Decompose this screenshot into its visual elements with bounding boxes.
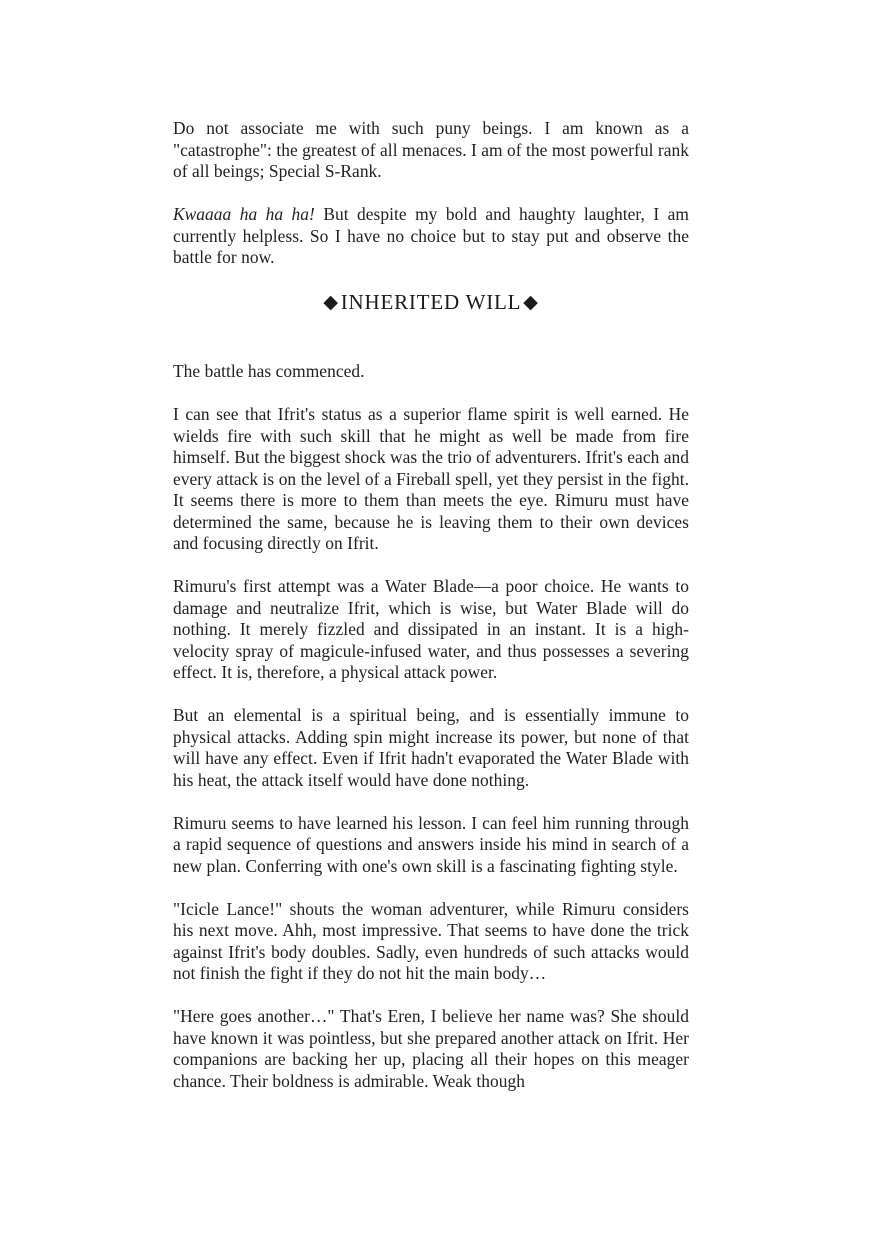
laughter-italic-lead: Kwaaaa ha ha ha! <box>173 204 315 224</box>
chapter-title: INHERITED WILL <box>340 290 522 314</box>
diamond-left-icon: ◆ <box>323 292 339 313</box>
laughter-rest: But despite my bold and haughty laughter, I am currently helpless. So I have no choice but to stay put and observe the battle for now. <box>173 204 689 267</box>
paragraph-battle-commenced: The battle has commenced. <box>173 361 365 381</box>
paragraph-water-blade: Rimuru's first attempt was a Water Blade—a poor choice. He wants to damage and neutralize Ifrit, which is wise, but Water Blade will do nothing. It merely fizzled and dissipated in an instant. It is a high-velocity spray of magicule-infused water, and thus possesses a severing effect. It is, therefore, a physical attack power. <box>173 576 689 682</box>
paragraph-ifrit-assessment: I can see that Ifrit's status as a superior flame spirit is well earned. He wields fire with such skill that he might as well be made from fire himself. But the biggest shock was the trio of adventurers. Ifrit's each and every attack is on the level of a Fireball spell, yet they persist in the fight. It seems there is more to them than meets the eye. Rimuru must have determined the same, because he is leaving them to their own devices and focusing directly on Ifrit. <box>173 404 689 553</box>
page-text-column <box>173 118 689 1114</box>
diamond-right-icon: ◆ <box>523 292 539 313</box>
paragraph-lesson-learned: Rimuru seems to have learned his lesson. I can feel him running through a rapid sequence of questions and answers inside his mind in search of a new plan. Conferring with one's own skill is a fascinating fighting style. <box>173 812 689 876</box>
chapter-heading <box>173 290 689 316</box>
paragraph-eren-attack: "Here goes another…" That's Eren, I believe her name was? She should have known it was pointless, but she prepared another attack on Ifrit. Her companions are backing her up, placing all their hopes on this meager chance. Their boldness is admirable. Weak though <box>173 1006 689 1091</box>
paragraph-elemental-immunity: But an elemental is a spiritual being, and is essentially immune to physical attacks. Adding spin might increase its power, but none of that will have any effect. Even if Ifrit hadn't evaporated the Water Blade with his heat, the attack itself would have done nothing. <box>173 705 689 790</box>
paragraph-laughter <box>173 204 689 269</box>
paragraph-icicle-lance: "Icicle Lance!" shouts the woman adventurer, while Rimuru considers his next move. Ahh, most impressive. That seems to have done the trick against Ifrit's body doubles. Sadly, even hundreds of such attacks would not finish the fight if they do not hit the main body… <box>173 898 689 983</box>
paragraph-intro: Do not associate me with such puny beings. I am known as a "catastrophe": the greatest of all menaces. I am of the most powerful rank of all beings; Special S-Rank. <box>173 118 689 181</box>
